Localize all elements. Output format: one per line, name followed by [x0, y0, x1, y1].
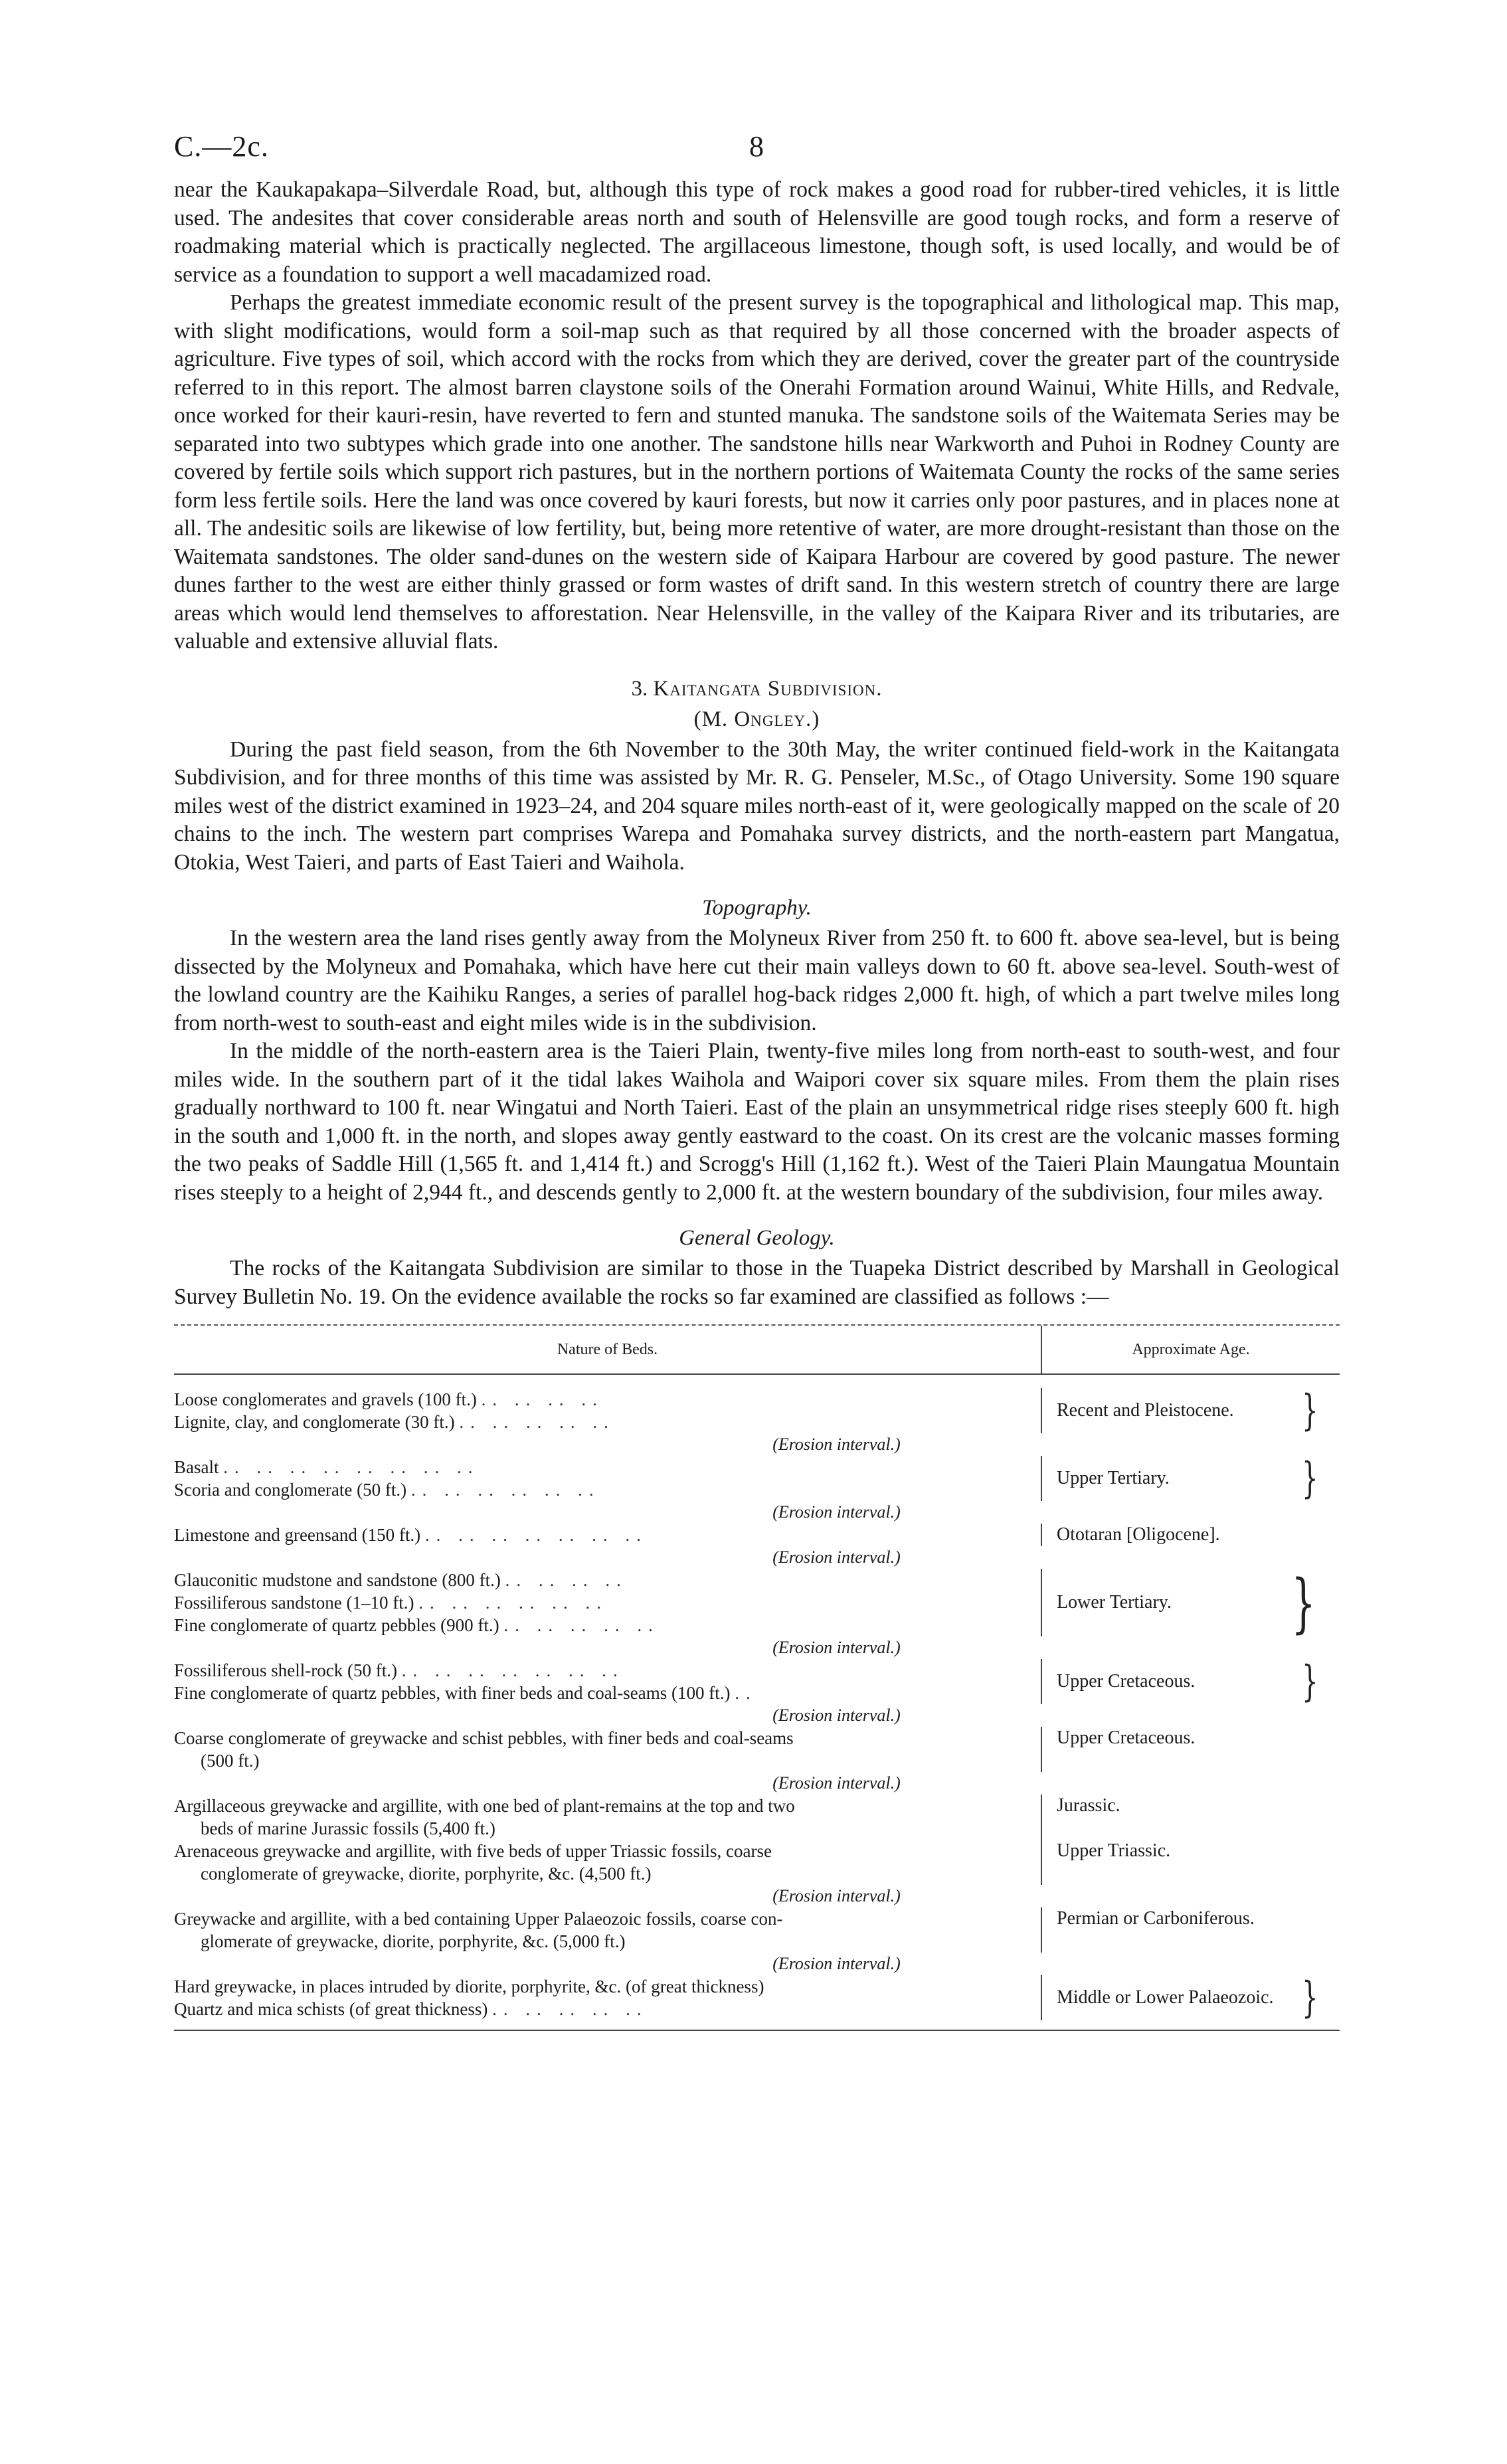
bed-entry: Fine conglomerate of quartz pebbles (900 ft.) .. .. .. .. ..	[174, 1615, 660, 1635]
paragraph: During the past field season, from the 6th November to the 30th May, the writer continued field-work in the Kaitangata Subdivision, and for three months of this time was assisted by Mr. R. G. Penseler, M.Sc., of Otago University. Some 190 square miles west of the district examined in 1923–24, and 204 square miles north-east of it, were geologically mapped on the scale of 20 chains to the inch. The western part comprises Warepa and Pomahaka survey districts, and the north-eastern part Mangatua, Otokia, West Taieri, and parts of East Taieri and Waihola.	[174, 737, 1340, 875]
brace-icon: }	[1302, 1454, 1318, 1503]
age-cell: Middle or Lower Palaeozoic.	[1041, 1975, 1340, 2020]
age-cell: Upper Cretaceous.	[1041, 1727, 1340, 1772]
bed-entry: Quartz and mica schists (of great thickness) .. .. .. .. ..	[174, 1999, 648, 2019]
subheading-general-geology: General Geology.	[679, 1226, 835, 1250]
erosion-interval: (Erosion interval.)	[772, 1954, 901, 1973]
bed-entry: (500 ft.)	[201, 1751, 260, 1771]
age-cell: Ototaran [Oligocene].	[1041, 1524, 1340, 1546]
erosion-interval: (Erosion interval.)	[772, 1502, 901, 1522]
brace-icon: }	[1291, 1566, 1316, 1640]
age-cell: Jurassic.	[1041, 1795, 1340, 1840]
bed-entry: beds of marine Jurassic fossils (5,400 ft.)	[201, 1818, 495, 1838]
bed-entry: Loose conglomerates and gravels (100 ft.) .. .. .. ..	[174, 1389, 604, 1409]
bed-entry: Glauconitic mudstone and sandstone (800 ft.) .. .. .. ..	[174, 1570, 628, 1590]
bed-entry: Basalt .. .. .. .. .. .. .. ..	[174, 1457, 480, 1477]
erosion-interval: (Erosion interval.)	[772, 1638, 901, 1657]
bed-entry: Hard greywacke, in places intruded by diorite, porphyrite, &c. (of great thickness)	[174, 1977, 764, 1996]
table-header	[174, 1326, 1340, 1375]
table-row	[174, 1840, 1340, 1885]
section-author: (M. Ongley.)	[693, 707, 820, 731]
table-bottom-rule	[174, 2030, 1340, 2031]
brace-icon: }	[1302, 1657, 1318, 1706]
paragraph: The rocks of the Kaitangata Subdivision are similar to those in the Tuapeka District described by Marshall in Geological Survey Bulletin No. 19. On the evidence available the rocks so far examined are classified as follows :—	[174, 1256, 1340, 1309]
subheading-topography: Topography.	[702, 896, 812, 920]
body-text	[174, 176, 1340, 1311]
bed-entry: glomerate of greywacke, diorite, porphyrite, &c. (5,000 ft.)	[201, 1931, 626, 1951]
erosion-interval: (Erosion interval.)	[772, 1886, 901, 1905]
bed-entry: Arenaceous greywacke and argillite, with five beds of upper Triassic fossils, coarse	[174, 1841, 772, 1861]
age-cell: Permian or Carboniferous.	[1041, 1907, 1340, 1953]
paragraph: near the Kaukapakapa–Silverdale Road, but, although this type of rock makes a good road for rubber-tired vehicles, it is little used. The andesites that cover considerable areas north and south of Helensville are good tough rocks, and form a reserve of roadmaking material which is practically neglected. The argillaceous limestone, though soft, is used locally, and would be of service as a foundation to support a well macadamized road.	[174, 177, 1340, 287]
bed-entry: Coarse conglomerate of greywacke and schist pebbles, with finer beds and coal-seams	[174, 1728, 794, 1748]
paragraph: In the western area the land rises gently away from the Molyneux River from 250 ft. to 600 ft. above sea-level, but is being dissected by the Molyneux and Pomahaka, which have here cut their main valleys down to 60 ft. above sea-level. South-west of the lowland country are the Kaihiku Ranges, a series of parallel hog-back ridges 2,000 ft. high, of which a part twelve miles long from north-west to south-east and eight miles wide is in the subdivision.	[174, 926, 1340, 1035]
table-row	[174, 1975, 1340, 2020]
bed-entry: Scoria and conglomerate (50 ft.) .. .. .. .. .. ..	[174, 1480, 600, 1500]
erosion-interval: (Erosion interval.)	[772, 1547, 901, 1567]
table-row	[174, 1566, 1340, 1640]
age-cell: Upper Tertiary.	[1041, 1456, 1340, 1501]
age-cell: Upper Cretaceous.	[1041, 1659, 1340, 1704]
column-header-age	[1041, 1326, 1340, 1373]
age-cell: Upper Triassic.	[1041, 1840, 1340, 1885]
column-header-beds: Nature of Beds.	[557, 1341, 658, 1358]
erosion-interval: (Erosion interval.)	[772, 1706, 901, 1725]
bed-entry: Argillaceous greywacke and argillite, with one bed of plant-remains at the top and two	[174, 1796, 795, 1816]
table-row	[174, 1456, 1340, 1501]
bed-entry: Fine conglomerate of quartz pebbles, with finer beds and coal-seams (100 ft.) ..	[174, 1683, 757, 1703]
erosion-interval: (Erosion interval.)	[772, 1435, 901, 1454]
age-cell: Lower Tertiary.	[1041, 1569, 1340, 1636]
table-row	[174, 1388, 1340, 1433]
column-header-age-label: Approximate Age.	[1132, 1341, 1250, 1358]
age-cell: Recent and Pleistocene.	[1041, 1388, 1340, 1433]
bed-entry: Limestone and greensand (150 ft.) .. .. .. .. .. .. ..	[174, 1525, 648, 1545]
table-row	[174, 1524, 1340, 1546]
bed-entry: Fossiliferous shell-rock (50 ft.) .. .. .. .. .. .. ..	[174, 1660, 624, 1680]
table-row	[174, 1727, 1340, 1772]
document-page	[174, 130, 1340, 2031]
bed-entry: conglomerate of greywacke, diorite, porphyrite, &c. (4,500 ft.)	[201, 1864, 652, 1884]
table-row	[174, 1795, 1340, 1840]
document-reference: C.—2c.	[174, 130, 269, 163]
page-number: 8	[749, 130, 764, 163]
section-title: Kaitangata Subdivision.	[653, 676, 883, 701]
erosion-interval: (Erosion interval.)	[772, 1773, 901, 1793]
table-row	[174, 1907, 1340, 1953]
rock-classification-table	[174, 1324, 1340, 2031]
section-number: 3.	[631, 676, 648, 701]
brace-icon: }	[1302, 1973, 1318, 2022]
page-header	[174, 130, 1340, 176]
bed-entry: Lignite, clay, and conglomerate (30 ft.) .. .. .. .. ..	[174, 1412, 615, 1432]
bed-entry: Greywacke and argillite, with a bed containing Upper Palaeozoic fossils, coarse con-	[174, 1909, 783, 1929]
section-heading	[174, 673, 1340, 704]
paragraph: In the middle of the north-eastern area is the Taieri Plain, twenty-five miles long from north-east to south-west, and four miles wide. In the southern part of it the tidal lakes Waihola and Waipori cover six square miles. From them the plain rises gradually northward to 100 ft. near Wingatui and North Taieri. East of the plain an unsymmetrical ridge rises steeply 600 ft. high in the south and 1,000 ft. in the north, and slopes away gently eastward to the coast. On its crest are the volcanic masses forming the two peaks of Saddle Hill (1,565 ft. and 1,414 ft.) and Scrogg's Hill (1,162 ft.). West of the Taieri Plain Maungatua Mountain rises steeply to a height of 2,944 ft., and descends gently to 2,000 ft. at the western boundary of the subdivision, four miles away.	[174, 1039, 1340, 1205]
table-row	[174, 1659, 1340, 1704]
bed-entry: Fossiliferous sandstone (1–10 ft.) .. .. .. .. .. ..	[174, 1593, 608, 1613]
paragraph: Perhaps the greatest immediate economic result of the present survey is the topographical and lithological map. This map, with slight modifications, would form a soil-map such as that required by all those concerned with the broader aspects of agriculture. Five types of soil, which accord with the rocks from which they are derived, cover the greater part of the countryside referred to in this report. The almost barren claystone soils of the Onerahi Formation around Wainui, White Hills, and Redvale, once worked for their kauri-resin, have reverted to fern and stunted manuka. The sandstone soils of the Waitemata Series may be separated into two subtypes which grade into one another. The sandstone hills near Warkworth and Puhoi in Rodney County are covered by fertile soils which support rich pastures, but in the northern portions of Waitemata County the rocks of the same series form less fertile soils. Here the land was once covered by kauri forests, but now it carries only poor pastures, and in places none at all. The andesitic soils are likewise of low fertility, but, being more retentive of water, are more drought-resistant than those on the Waitemata sandstones. The older sand-dunes on the western side of Kaipara Harbour are covered by good pasture. The newer dunes farther to the west are either thinly grassed or form wastes of drift sand. In this western stretch of country there are large areas which would lend themselves to afforestation. Near Helensville, in the valley of the Kaipara River and its tributaries, are valuable and extensive alluvial flats.	[174, 290, 1340, 654]
brace-icon: }	[1302, 1386, 1318, 1435]
